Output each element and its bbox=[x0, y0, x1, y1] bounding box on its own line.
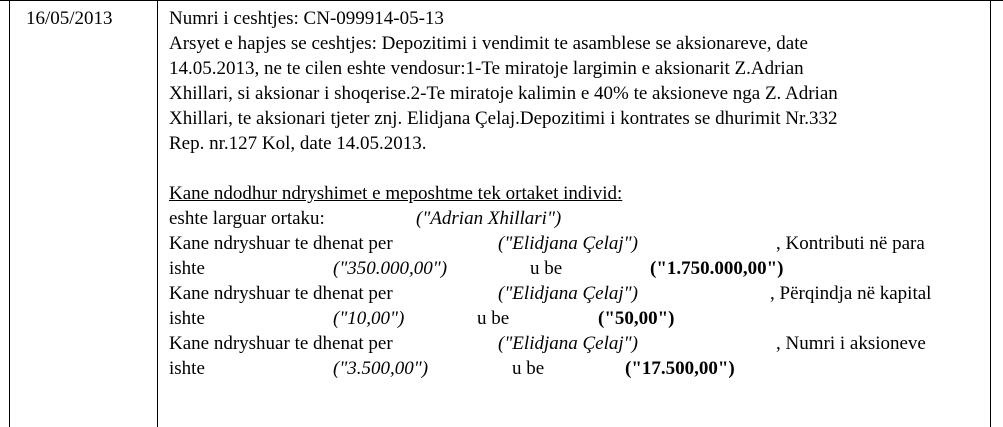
change-prefix: Kane ndryshuar te dhenat per bbox=[169, 283, 393, 304]
new-value-label: u be bbox=[477, 308, 510, 329]
change-field: , Numri i aksioneve bbox=[776, 333, 926, 354]
case-number: Numri i ceshtjes: CN-099914-05-13 bbox=[169, 8, 444, 29]
reason-line: 14.05.2013, ne te cilen eshte vendosur:1-Te miratoje largimin e aksionarit Z.Adrian bbox=[169, 58, 804, 79]
reason-line: Arsyet e hapjes se ceshtjes: Depozitimi i vendimit te asamblese se aksionareve, date bbox=[169, 33, 808, 54]
change-prefix: Kane ndryshuar te dhenat per bbox=[169, 333, 393, 354]
reason-line: Xhillari, si aksionar i shoqerise.2-Te miratoje kalimin e 40% te aksioneve nga Z. Adrian bbox=[169, 83, 838, 104]
change-partner: ("Elidjana Çelaj") bbox=[498, 333, 638, 354]
entry-date: 16/05/2013 bbox=[26, 8, 113, 29]
new-value: ("1.750.000,00") bbox=[650, 258, 784, 279]
removed-partner-label: eshte larguar ortaku: bbox=[169, 208, 325, 229]
old-value-label: ishte bbox=[169, 258, 205, 279]
new-value-label: u be bbox=[530, 258, 563, 279]
new-value-label: u be bbox=[512, 358, 545, 379]
change-partner: ("Elidjana Çelaj") bbox=[498, 283, 638, 304]
change-prefix: Kane ndryshuar te dhenat per bbox=[169, 233, 393, 254]
old-value: ("3.500,00") bbox=[333, 358, 429, 379]
change-partner: ("Elidjana Çelaj") bbox=[498, 233, 638, 254]
change-field: , Përqindja në kapital bbox=[770, 283, 932, 304]
column-divider bbox=[157, 0, 158, 427]
old-value-label: ishte bbox=[169, 308, 205, 329]
new-value: ("50,00") bbox=[598, 308, 675, 329]
old-value-label: ishte bbox=[169, 358, 205, 379]
reason-line: Xhillari, te aksionari tjeter znj. Elidjana Çelaj.Depozitimi i kontrates se dhurimit Nr.332 bbox=[169, 108, 838, 129]
removed-partner-name: ("Adrian Xhillari") bbox=[416, 208, 562, 229]
table-right-border bbox=[990, 0, 991, 427]
reason-line: Rep. nr.127 Kol, date 14.05.2013. bbox=[169, 133, 427, 154]
old-value: ("350.000,00") bbox=[333, 258, 448, 279]
new-value: ("17.500,00") bbox=[625, 358, 735, 379]
changes-heading: Kane ndodhur ndryshimet e meposhtme tek ortaket individ: bbox=[169, 183, 623, 204]
old-value: ("10,00") bbox=[333, 308, 405, 329]
table-top-border bbox=[0, 0, 1003, 1]
change-field: , Kontributi në para bbox=[776, 233, 925, 254]
table-left-border bbox=[9, 0, 10, 427]
